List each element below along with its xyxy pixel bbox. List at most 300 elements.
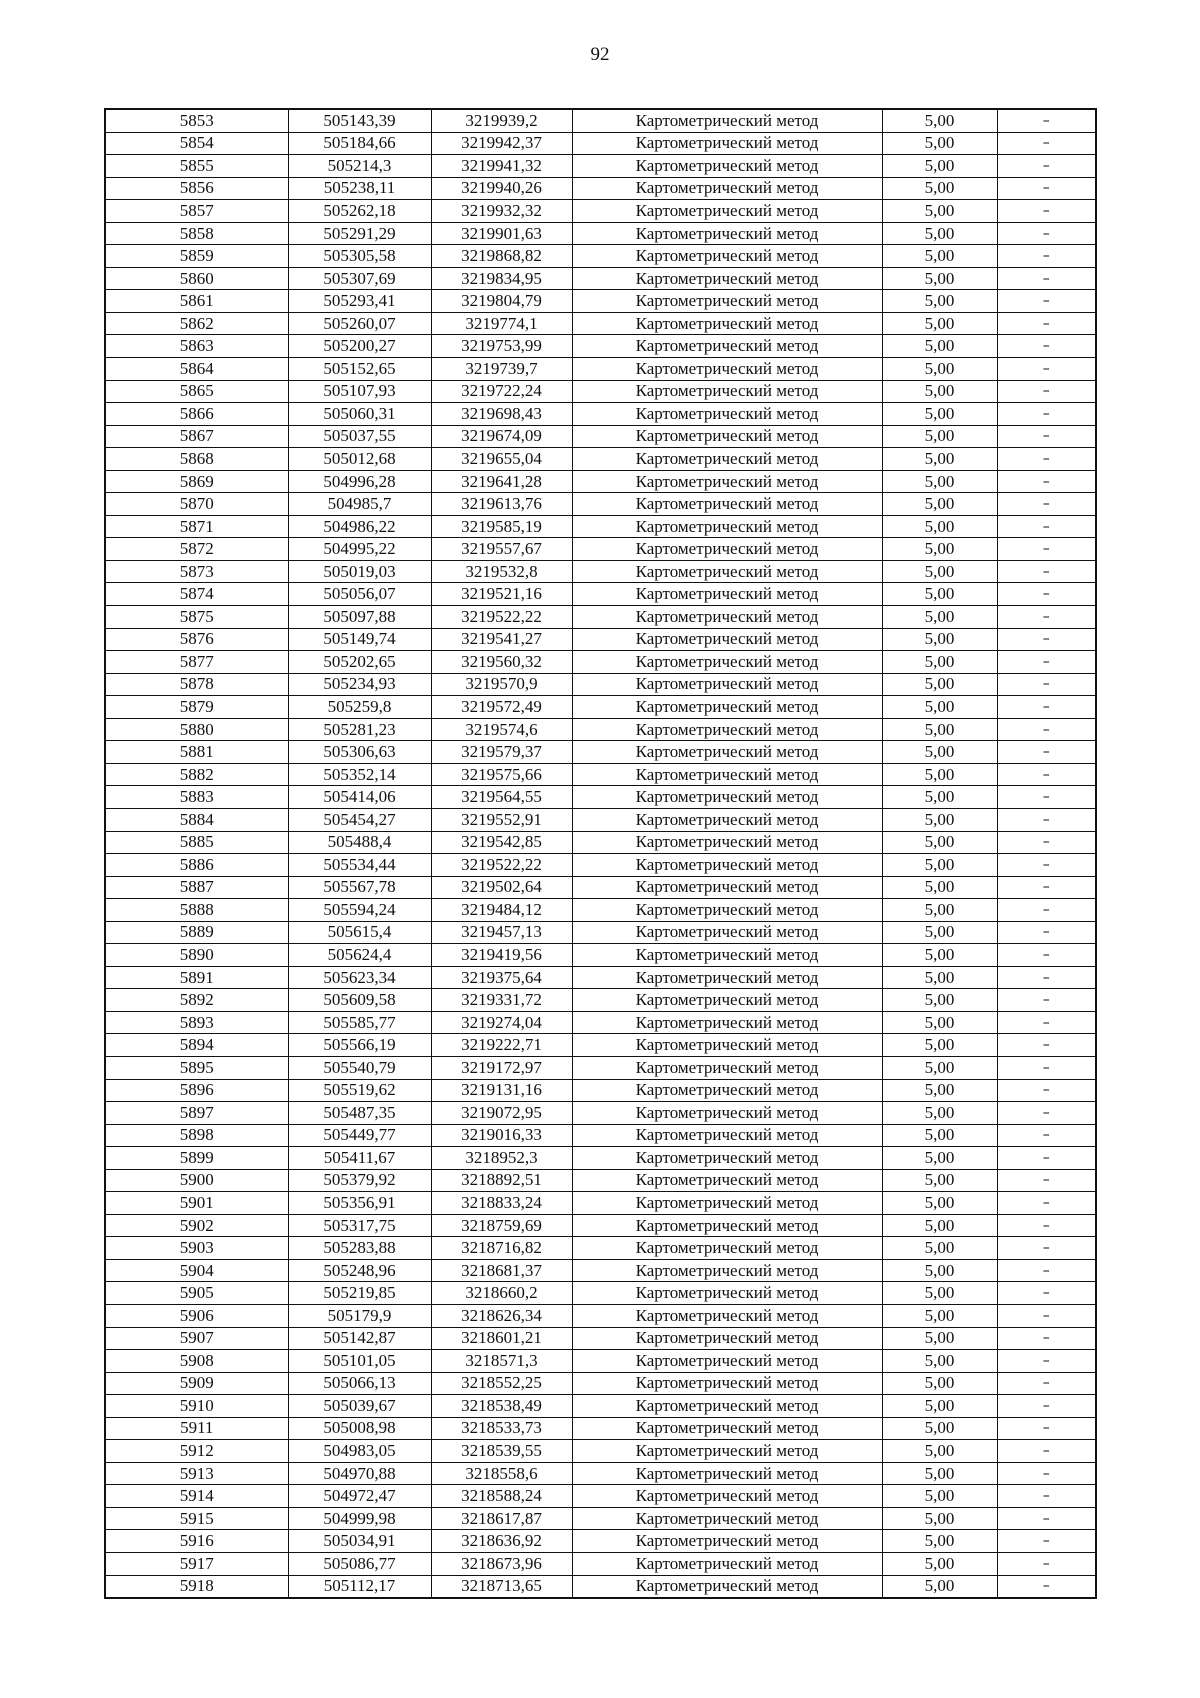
- method-cell: Картометрический метод: [572, 1462, 882, 1485]
- x-coordinate-cell: 505008,98: [288, 1417, 431, 1440]
- note-cell: –: [997, 493, 1096, 516]
- accuracy-cell: 5,00: [882, 425, 997, 448]
- table-row: [105, 1372, 1096, 1395]
- y-coordinate-cell: 3219016,33: [431, 1124, 572, 1147]
- x-coordinate-cell: 505086,77: [288, 1553, 431, 1576]
- y-coordinate-cell: 3219502,64: [431, 876, 572, 899]
- note-cell: –: [997, 312, 1096, 335]
- accuracy-cell: 5,00: [882, 628, 997, 651]
- point-number-cell: 5862: [105, 312, 288, 335]
- table-row: [105, 583, 1096, 606]
- method-cell: Картометрический метод: [572, 1575, 882, 1598]
- point-number-cell: 5902: [105, 1214, 288, 1237]
- point-number-cell: 5855: [105, 155, 288, 178]
- x-coordinate-cell: 505143,39: [288, 109, 431, 132]
- table-row: [105, 312, 1096, 335]
- accuracy-cell: 5,00: [882, 312, 997, 335]
- method-cell: Картометрический метод: [572, 155, 882, 178]
- point-number-cell: 5896: [105, 1079, 288, 1102]
- y-coordinate-cell: 3218713,65: [431, 1575, 572, 1598]
- point-number-cell: 5893: [105, 1011, 288, 1034]
- accuracy-cell: 5,00: [882, 1237, 997, 1260]
- method-cell: Картометрический метод: [572, 628, 882, 651]
- accuracy-cell: 5,00: [882, 1056, 997, 1079]
- point-number-cell: 5858: [105, 222, 288, 245]
- x-coordinate-cell: 505142,87: [288, 1327, 431, 1350]
- table-row: [105, 1079, 1096, 1102]
- y-coordinate-cell: 3219570,9: [431, 673, 572, 696]
- point-number-cell: 5870: [105, 493, 288, 516]
- table-row: [105, 1304, 1096, 1327]
- note-cell: –: [997, 1553, 1096, 1576]
- accuracy-cell: 5,00: [882, 1192, 997, 1215]
- y-coordinate-cell: 3219484,12: [431, 899, 572, 922]
- y-coordinate-cell: 3219804,79: [431, 290, 572, 313]
- accuracy-cell: 5,00: [882, 177, 997, 200]
- point-number-cell: 5897: [105, 1102, 288, 1125]
- point-number-cell: 5885: [105, 831, 288, 854]
- y-coordinate-cell: 3219072,95: [431, 1102, 572, 1125]
- table-row: [105, 989, 1096, 1012]
- table-row: [105, 899, 1096, 922]
- point-number-cell: 5861: [105, 290, 288, 313]
- accuracy-cell: 5,00: [882, 448, 997, 471]
- table-row: [105, 696, 1096, 719]
- method-cell: Картометрический метод: [572, 1395, 882, 1418]
- note-cell: –: [997, 763, 1096, 786]
- accuracy-cell: 5,00: [882, 696, 997, 719]
- table-row: [105, 470, 1096, 493]
- y-coordinate-cell: 3219375,64: [431, 966, 572, 989]
- method-cell: Картометрический метод: [572, 1169, 882, 1192]
- note-cell: –: [997, 380, 1096, 403]
- x-coordinate-cell: 505056,07: [288, 583, 431, 606]
- table-row: [105, 1507, 1096, 1530]
- point-number-cell: 5909: [105, 1372, 288, 1395]
- y-coordinate-cell: 3218673,96: [431, 1553, 572, 1576]
- x-coordinate-cell: 505567,78: [288, 876, 431, 899]
- x-coordinate-cell: 505248,96: [288, 1259, 431, 1282]
- method-cell: Картометрический метод: [572, 267, 882, 290]
- y-coordinate-cell: 3218681,37: [431, 1259, 572, 1282]
- y-coordinate-cell: 3219532,8: [431, 560, 572, 583]
- y-coordinate-cell: 3219419,56: [431, 944, 572, 967]
- x-coordinate-cell: 505566,19: [288, 1034, 431, 1057]
- x-coordinate-cell: 504972,47: [288, 1485, 431, 1508]
- table-row: [105, 1327, 1096, 1350]
- method-cell: Картометрический метод: [572, 1372, 882, 1395]
- x-coordinate-cell: 505101,05: [288, 1350, 431, 1373]
- note-cell: –: [997, 651, 1096, 674]
- accuracy-cell: 5,00: [882, 1034, 997, 1057]
- table-row: [105, 606, 1096, 629]
- table-row: [105, 944, 1096, 967]
- x-coordinate-cell: 505259,8: [288, 696, 431, 719]
- point-number-cell: 5898: [105, 1124, 288, 1147]
- accuracy-cell: 5,00: [882, 966, 997, 989]
- point-number-cell: 5889: [105, 921, 288, 944]
- y-coordinate-cell: 3218716,82: [431, 1237, 572, 1260]
- table-row: [105, 1395, 1096, 1418]
- note-cell: –: [997, 876, 1096, 899]
- note-cell: –: [997, 1147, 1096, 1170]
- method-cell: Картометрический метод: [572, 583, 882, 606]
- y-coordinate-cell: 3219579,37: [431, 741, 572, 764]
- table-row: [105, 1553, 1096, 1576]
- note-cell: –: [997, 425, 1096, 448]
- x-coordinate-cell: 505487,35: [288, 1102, 431, 1125]
- method-cell: Картометрический метод: [572, 1124, 882, 1147]
- method-cell: Картометрический метод: [572, 358, 882, 381]
- y-coordinate-cell: 3219674,09: [431, 425, 572, 448]
- point-number-cell: 5882: [105, 763, 288, 786]
- table-row: [105, 515, 1096, 538]
- table-row: [105, 966, 1096, 989]
- note-cell: –: [997, 628, 1096, 651]
- point-number-cell: 5853: [105, 109, 288, 132]
- accuracy-cell: 5,00: [882, 899, 997, 922]
- y-coordinate-cell: 3219698,43: [431, 403, 572, 426]
- point-number-cell: 5864: [105, 358, 288, 381]
- x-coordinate-cell: 505019,03: [288, 560, 431, 583]
- method-cell: Картометрический метод: [572, 831, 882, 854]
- point-number-cell: 5910: [105, 1395, 288, 1418]
- x-coordinate-cell: 505454,27: [288, 808, 431, 831]
- note-cell: –: [997, 1327, 1096, 1350]
- point-number-cell: 5866: [105, 403, 288, 426]
- accuracy-cell: 5,00: [882, 493, 997, 516]
- table-row: [105, 876, 1096, 899]
- method-cell: Картометрический метод: [572, 1304, 882, 1327]
- point-number-cell: 5873: [105, 560, 288, 583]
- y-coordinate-cell: 3219940,26: [431, 177, 572, 200]
- point-number-cell: 5907: [105, 1327, 288, 1350]
- table-row: [105, 132, 1096, 155]
- table-body: [105, 109, 1096, 1598]
- y-coordinate-cell: 3219774,1: [431, 312, 572, 335]
- point-number-cell: 5915: [105, 1507, 288, 1530]
- accuracy-cell: 5,00: [882, 245, 997, 268]
- point-number-cell: 5894: [105, 1034, 288, 1057]
- point-number-cell: 5914: [105, 1485, 288, 1508]
- x-coordinate-cell: 504985,7: [288, 493, 431, 516]
- method-cell: Картометрический метод: [572, 1192, 882, 1215]
- point-number-cell: 5880: [105, 718, 288, 741]
- y-coordinate-cell: 3219560,32: [431, 651, 572, 674]
- accuracy-cell: 5,00: [882, 1079, 997, 1102]
- note-cell: –: [997, 696, 1096, 719]
- note-cell: –: [997, 989, 1096, 1012]
- accuracy-cell: 5,00: [882, 515, 997, 538]
- method-cell: Картометрический метод: [572, 515, 882, 538]
- point-number-cell: 5867: [105, 425, 288, 448]
- table-row: [105, 741, 1096, 764]
- point-number-cell: 5904: [105, 1259, 288, 1282]
- point-number-cell: 5856: [105, 177, 288, 200]
- table-row: [105, 200, 1096, 223]
- accuracy-cell: 5,00: [882, 380, 997, 403]
- x-coordinate-cell: 505585,77: [288, 1011, 431, 1034]
- accuracy-cell: 5,00: [882, 267, 997, 290]
- accuracy-cell: 5,00: [882, 1214, 997, 1237]
- method-cell: Картометрический метод: [572, 1485, 882, 1508]
- y-coordinate-cell: 3219574,6: [431, 718, 572, 741]
- table-row: [105, 1417, 1096, 1440]
- y-coordinate-cell: 3218617,87: [431, 1507, 572, 1530]
- y-coordinate-cell: 3219457,13: [431, 921, 572, 944]
- y-coordinate-cell: 3219739,7: [431, 358, 572, 381]
- y-coordinate-cell: 3219564,55: [431, 786, 572, 809]
- accuracy-cell: 5,00: [882, 109, 997, 132]
- accuracy-cell: 5,00: [882, 1147, 997, 1170]
- note-cell: –: [997, 448, 1096, 471]
- note-cell: –: [997, 966, 1096, 989]
- y-coordinate-cell: 3218892,51: [431, 1169, 572, 1192]
- accuracy-cell: 5,00: [882, 741, 997, 764]
- table-row: [105, 1214, 1096, 1237]
- x-coordinate-cell: 505281,23: [288, 718, 431, 741]
- table-row: [105, 921, 1096, 944]
- table-row: [105, 177, 1096, 200]
- note-cell: –: [997, 921, 1096, 944]
- point-number-cell: 5908: [105, 1350, 288, 1373]
- accuracy-cell: 5,00: [882, 763, 997, 786]
- y-coordinate-cell: 3219222,71: [431, 1034, 572, 1057]
- method-cell: Картометрический метод: [572, 1147, 882, 1170]
- table-row: [105, 267, 1096, 290]
- note-cell: –: [997, 606, 1096, 629]
- x-coordinate-cell: 505291,29: [288, 222, 431, 245]
- accuracy-cell: 5,00: [882, 1417, 997, 1440]
- x-coordinate-cell: 505214,3: [288, 155, 431, 178]
- point-number-cell: 5879: [105, 696, 288, 719]
- table-row: [105, 358, 1096, 381]
- table-row: [105, 1259, 1096, 1282]
- y-coordinate-cell: 3218601,21: [431, 1327, 572, 1350]
- accuracy-cell: 5,00: [882, 583, 997, 606]
- note-cell: –: [997, 1102, 1096, 1125]
- note-cell: –: [997, 1440, 1096, 1463]
- y-coordinate-cell: 3219585,19: [431, 515, 572, 538]
- accuracy-cell: 5,00: [882, 1575, 997, 1598]
- method-cell: Картометрический метод: [572, 1553, 882, 1576]
- accuracy-cell: 5,00: [882, 854, 997, 877]
- x-coordinate-cell: 505066,13: [288, 1372, 431, 1395]
- table-row: [105, 763, 1096, 786]
- x-coordinate-cell: 505234,93: [288, 673, 431, 696]
- x-coordinate-cell: 505037,55: [288, 425, 431, 448]
- method-cell: Картометрический метод: [572, 1350, 882, 1373]
- point-number-cell: 5895: [105, 1056, 288, 1079]
- method-cell: Картометрический метод: [572, 200, 882, 223]
- x-coordinate-cell: 505449,77: [288, 1124, 431, 1147]
- note-cell: –: [997, 538, 1096, 561]
- note-cell: –: [997, 1304, 1096, 1327]
- x-coordinate-cell: 505411,67: [288, 1147, 431, 1170]
- point-number-cell: 5903: [105, 1237, 288, 1260]
- table-row: [105, 1124, 1096, 1147]
- point-number-cell: 5900: [105, 1169, 288, 1192]
- y-coordinate-cell: 3219331,72: [431, 989, 572, 1012]
- y-coordinate-cell: 3219655,04: [431, 448, 572, 471]
- note-cell: –: [997, 808, 1096, 831]
- point-number-cell: 5888: [105, 899, 288, 922]
- method-cell: Картометрический метод: [572, 989, 882, 1012]
- point-number-cell: 5863: [105, 335, 288, 358]
- method-cell: Картометрический метод: [572, 1237, 882, 1260]
- point-number-cell: 5854: [105, 132, 288, 155]
- y-coordinate-cell: 3219557,67: [431, 538, 572, 561]
- point-number-cell: 5857: [105, 200, 288, 223]
- note-cell: –: [997, 1507, 1096, 1530]
- x-coordinate-cell: 505352,14: [288, 763, 431, 786]
- table-row: [105, 1169, 1096, 1192]
- table-row: [105, 403, 1096, 426]
- note-cell: –: [997, 1350, 1096, 1373]
- x-coordinate-cell: 505097,88: [288, 606, 431, 629]
- x-coordinate-cell: 505414,06: [288, 786, 431, 809]
- point-number-cell: 5887: [105, 876, 288, 899]
- point-number-cell: 5876: [105, 628, 288, 651]
- y-coordinate-cell: 3219542,85: [431, 831, 572, 854]
- accuracy-cell: 5,00: [882, 155, 997, 178]
- table-row: [105, 1237, 1096, 1260]
- x-coordinate-cell: 505306,63: [288, 741, 431, 764]
- accuracy-cell: 5,00: [882, 1327, 997, 1350]
- x-coordinate-cell: 505283,88: [288, 1237, 431, 1260]
- point-number-cell: 5899: [105, 1147, 288, 1170]
- x-coordinate-cell: 505305,58: [288, 245, 431, 268]
- x-coordinate-cell: 505179,9: [288, 1304, 431, 1327]
- table-row: [105, 560, 1096, 583]
- method-cell: Картометрический метод: [572, 132, 882, 155]
- accuracy-cell: 5,00: [882, 786, 997, 809]
- y-coordinate-cell: 3218552,25: [431, 1372, 572, 1395]
- accuracy-cell: 5,00: [882, 538, 997, 561]
- method-cell: Картометрический метод: [572, 245, 882, 268]
- table-row: [105, 854, 1096, 877]
- method-cell: Картометрический метод: [572, 876, 882, 899]
- note-cell: –: [997, 470, 1096, 493]
- y-coordinate-cell: 3218759,69: [431, 1214, 572, 1237]
- accuracy-cell: 5,00: [882, 1350, 997, 1373]
- note-cell: –: [997, 109, 1096, 132]
- coordinates-table: [104, 108, 1097, 1599]
- x-coordinate-cell: 505152,65: [288, 358, 431, 381]
- x-coordinate-cell: 505540,79: [288, 1056, 431, 1079]
- y-coordinate-cell: 3219901,63: [431, 222, 572, 245]
- note-cell: –: [997, 1124, 1096, 1147]
- method-cell: Картометрический метод: [572, 606, 882, 629]
- method-cell: Картометрический метод: [572, 651, 882, 674]
- y-coordinate-cell: 3218538,49: [431, 1395, 572, 1418]
- point-number-cell: 5916: [105, 1530, 288, 1553]
- x-coordinate-cell: 504970,88: [288, 1462, 431, 1485]
- x-coordinate-cell: 505307,69: [288, 267, 431, 290]
- method-cell: Картометрический метод: [572, 335, 882, 358]
- accuracy-cell: 5,00: [882, 1011, 997, 1034]
- table-row: [105, 1350, 1096, 1373]
- accuracy-cell: 5,00: [882, 560, 997, 583]
- x-coordinate-cell: 505519,62: [288, 1079, 431, 1102]
- point-number-cell: 5881: [105, 741, 288, 764]
- note-cell: –: [997, 1056, 1096, 1079]
- point-number-cell: 5905: [105, 1282, 288, 1305]
- table-row: [105, 718, 1096, 741]
- point-number-cell: 5892: [105, 989, 288, 1012]
- method-cell: Картометрический метод: [572, 944, 882, 967]
- table-row: [105, 380, 1096, 403]
- note-cell: –: [997, 583, 1096, 606]
- y-coordinate-cell: 3219522,22: [431, 606, 572, 629]
- x-coordinate-cell: 505060,31: [288, 403, 431, 426]
- table-row: [105, 1147, 1096, 1170]
- method-cell: Картометрический метод: [572, 718, 882, 741]
- y-coordinate-cell: 3219641,28: [431, 470, 572, 493]
- x-coordinate-cell: 505184,66: [288, 132, 431, 155]
- table-row: [105, 1192, 1096, 1215]
- note-cell: –: [997, 1395, 1096, 1418]
- point-number-cell: 5872: [105, 538, 288, 561]
- table-row: [105, 448, 1096, 471]
- point-number-cell: 5860: [105, 267, 288, 290]
- point-number-cell: 5886: [105, 854, 288, 877]
- table-row: [105, 628, 1096, 651]
- x-coordinate-cell: 505534,44: [288, 854, 431, 877]
- y-coordinate-cell: 3219131,16: [431, 1079, 572, 1102]
- accuracy-cell: 5,00: [882, 1372, 997, 1395]
- point-number-cell: 5878: [105, 673, 288, 696]
- y-coordinate-cell: 3218539,55: [431, 1440, 572, 1463]
- y-coordinate-cell: 3218626,34: [431, 1304, 572, 1327]
- point-number-cell: 5911: [105, 1417, 288, 1440]
- point-number-cell: 5871: [105, 515, 288, 538]
- method-cell: Картометрический метод: [572, 899, 882, 922]
- x-coordinate-cell: 504999,98: [288, 1507, 431, 1530]
- point-number-cell: 5918: [105, 1575, 288, 1598]
- method-cell: Картометрический метод: [572, 560, 882, 583]
- method-cell: Картометрический метод: [572, 1034, 882, 1057]
- x-coordinate-cell: 505488,4: [288, 831, 431, 854]
- y-coordinate-cell: 3219613,76: [431, 493, 572, 516]
- table-row: [105, 1462, 1096, 1485]
- point-number-cell: 5874: [105, 583, 288, 606]
- x-coordinate-cell: 505624,4: [288, 944, 431, 967]
- accuracy-cell: 5,00: [882, 1507, 997, 1530]
- method-cell: Картометрический метод: [572, 403, 882, 426]
- y-coordinate-cell: 3219939,2: [431, 109, 572, 132]
- accuracy-cell: 5,00: [882, 808, 997, 831]
- note-cell: –: [997, 245, 1096, 268]
- x-coordinate-cell: 505200,27: [288, 335, 431, 358]
- point-number-cell: 5913: [105, 1462, 288, 1485]
- note-cell: –: [997, 1079, 1096, 1102]
- method-cell: Картометрический метод: [572, 109, 882, 132]
- method-cell: Картометрический метод: [572, 380, 882, 403]
- table-row: [105, 290, 1096, 313]
- method-cell: Картометрический метод: [572, 1530, 882, 1553]
- x-coordinate-cell: 505356,91: [288, 1192, 431, 1215]
- x-coordinate-cell: 505238,11: [288, 177, 431, 200]
- note-cell: –: [997, 155, 1096, 178]
- accuracy-cell: 5,00: [882, 651, 997, 674]
- y-coordinate-cell: 3219753,99: [431, 335, 572, 358]
- accuracy-cell: 5,00: [882, 132, 997, 155]
- point-number-cell: 5901: [105, 1192, 288, 1215]
- accuracy-cell: 5,00: [882, 358, 997, 381]
- note-cell: –: [997, 1485, 1096, 1508]
- method-cell: Картометрический метод: [572, 763, 882, 786]
